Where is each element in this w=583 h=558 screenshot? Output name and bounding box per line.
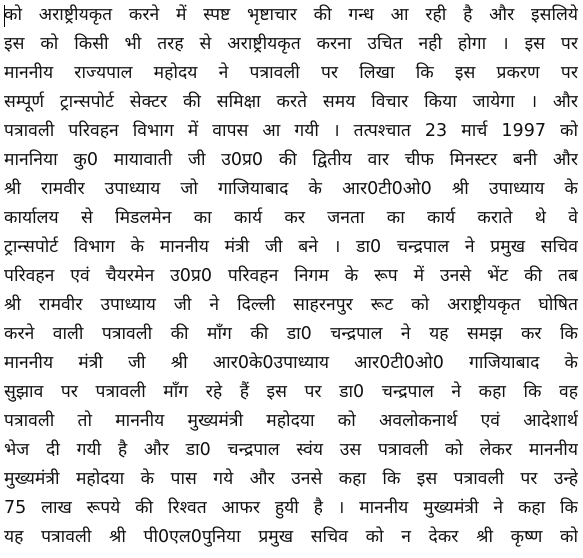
text-line-15: पत्रावली तो माननीय मुख्यमंत्री महोदया को अवलोकनार्थ एवं आदेशार्थ — [4, 411, 578, 431]
text-line-7: श्री रामवीर उपाध्याय जो गाजियाबाद के आर0टी0ओ0 श्री उपाध्याय के — [4, 179, 578, 199]
text-line-11: श्री रामवीर उपाध्याय जी ने दिल्ली साहरनपुर रूट को अराष्ट्रीयकृत घोषित — [4, 295, 578, 315]
text-line-5: पत्रावली परिवहन विभाग में वापस आ गयी । तत्पश्चात 23 मार्च 1997 को — [4, 121, 578, 141]
text-line-6: माननिया कु0 मायावाती जी उ0प्र0 की द्वितीय वार चीफ मिनस्टर बनी और — [4, 150, 578, 170]
text-line-19: यह पत्रावली श्री पी0एल0पुनिया प्रमुख सचिव को न देकर श्री कृष्ण को — [4, 527, 578, 547]
text-line-9: ट्रान्सपोर्ट विभाग के माननीय मंत्री जी बने । डा0 चन्द्रपाल ने प्रमुख सचिव — [4, 237, 578, 257]
text-line-13: माननीय मंत्री जी श्री आर0के0उपाध्याय आर0टी0ओ0 गाजियाबाद के — [4, 353, 578, 373]
text-line-4: सम्पूर्ण ट्रान्सपोर्ट सेक्टर की समिक्षा करते समय विचार किया जायेगा । और — [4, 92, 578, 112]
text-line-2: इस को किसी भी तरह से अराष्ट्रीयकृत करना उचित नही होगा । इस पर — [4, 34, 578, 54]
text-line-10: परिवहन एवं चैयरमेन उ0प्र0 परिवहन निगम के रूप में उनसे भेंट की तब — [4, 266, 578, 286]
text-line-17: मुख्यमंत्री महोदया के पास गये और उनसे कहा कि इस पत्रावली पर उन्हे — [4, 469, 578, 489]
text-line-18: 75 लाख रूपये की रिश्वत आफर हुयी है । माननीय मुख्यमंत्री ने कहा कि — [4, 498, 578, 518]
text-line-3: माननीय राज्यपाल महोदय ने पत्रावली पर लिखा कि इस प्रकरण पर — [4, 63, 578, 83]
text-line-16: भेज दी गयी है और डा0 चन्द्रपाल स्वंय उस पत्रावली को लेकर माननीय — [4, 440, 578, 460]
text-line-1: को अराष्ट्रीयकृत करने में स्पष्ट भृष्टाचार की गन्ध आ रही है और इसलिये — [4, 5, 578, 25]
text-line-8: कार्यालय से मिडलमेन का कार्य कर जनता का कार्य कराते थे वे — [4, 208, 578, 228]
text-line-14: सुझाव पर पत्रावली माँग रहे हैं इस पर डा0 चन्द्रपाल ने कहा कि वह — [4, 382, 578, 402]
text-line-12: करने वाली पत्रावली की माँग की डा0 चन्द्रपाल ने यह समझ कर कि — [4, 324, 578, 344]
